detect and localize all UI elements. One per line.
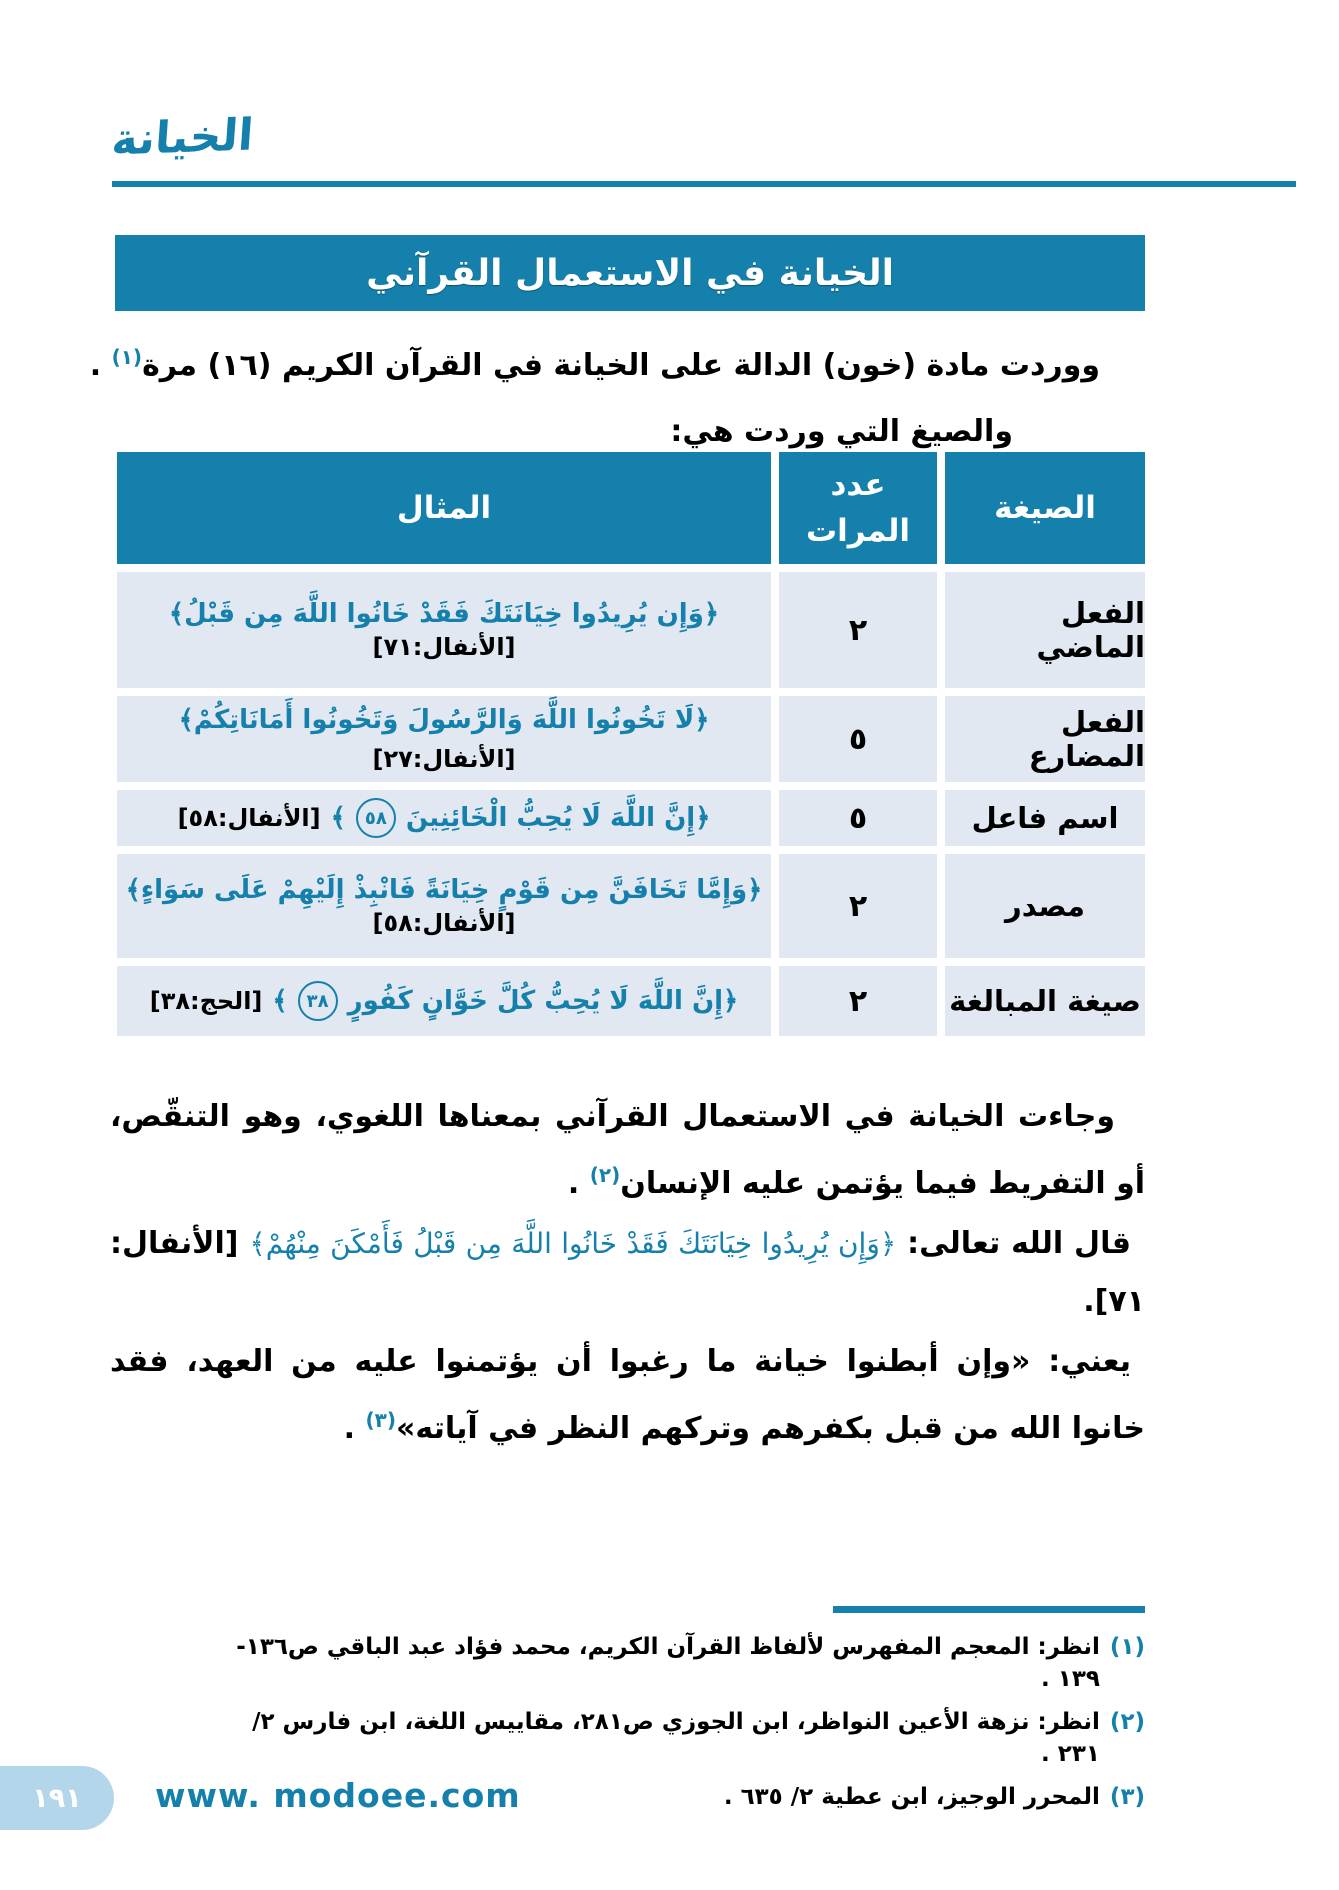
- verse-text: ﴿إِنَّ اللَّهَ لَا يُحِبُّ كُلَّ خَوَّانٍ كَفُورٍ: [347, 986, 739, 1016]
- body-text: [110, 1088, 1145, 1460]
- footnote-1-number: (١): [1109, 1634, 1145, 1660]
- table-row-count: ٢: [779, 854, 937, 958]
- table-header-form: الصيغة: [945, 452, 1145, 564]
- website-url: www. modoee.com: [155, 1776, 521, 1815]
- intro-line-1-end: .: [89, 348, 112, 383]
- table-row-form: صيغة المبالغة: [945, 966, 1145, 1036]
- table-row-form: اسم فاعل: [945, 790, 1145, 846]
- footnote-3-text: المحرر الوجيز، ابن عطية ٢/ ٦٣٥ .: [723, 1784, 1100, 1810]
- page-number-pill: [0, 1766, 114, 1830]
- table-row-example: [117, 854, 771, 958]
- inline-verse-text: ﴿وَإِن يُرِيدُوا خِيَانَتَكَ فَقَدْ خَانُوا اللَّهَ مِن قَبْلُ فَأَمْكَنَ مِنْهُمْ﴾: [249, 1227, 897, 1260]
- verse-reference: [الأنفال:٢٧]: [372, 745, 516, 773]
- intro-paragraph: [89, 332, 1145, 457]
- verse-text: ﴿وَإِن يُرِيدُوا خِيَانَتَكَ فَقَدْ خَانُوا اللَّهَ مِن قَبْلُ﴾: [168, 599, 720, 629]
- table-row-count: ٥: [779, 790, 937, 846]
- footnote-marker-2: (٢): [589, 1163, 621, 1187]
- footnote-2-text: انظر: نزهة الأعين النواظر، ابن الجوزي ص٢٨١، مقاييس اللغة، ابن فارس ٢/ ٢٣١ .: [252, 1709, 1100, 1767]
- table-row-example: [117, 696, 771, 782]
- footnote-marker-3: (٣): [365, 1408, 396, 1432]
- table-header-count: عدد المرات: [779, 452, 937, 564]
- footnote-2: [233, 1706, 1145, 1770]
- forms-table: [115, 452, 1145, 1036]
- body-paragraph-2: [110, 1215, 1145, 1331]
- running-head-title: الخيانة: [109, 109, 256, 166]
- table-row-form: الفعل الماضي: [945, 572, 1145, 688]
- body-paragraph-1: [110, 1088, 1145, 1213]
- verse-close-bracket: ﴾: [330, 803, 346, 833]
- table-row-count: ٥: [779, 696, 937, 782]
- verse-text: ﴿إِنَّ اللَّهَ لَا يُحِبُّ الْخَائِنِينَ: [405, 803, 711, 833]
- ayah-number-medallion: ٣٨: [298, 981, 338, 1021]
- table-header-example: المثال: [117, 452, 771, 564]
- table-row-count: ٢: [779, 572, 937, 688]
- body-paragraph-3-text: يعني: «وإن أبطنوا خيانة ما رغبوا أن يؤتمنوا عليه من العهد، فقد خانوا الله من قبل بكفرهم وتركهم النظر في آياته»: [110, 1344, 1145, 1446]
- ayah-number-medallion: ٥٨: [356, 798, 396, 838]
- table-row-example: [117, 572, 771, 688]
- body-paragraph-3-end: .: [343, 1411, 366, 1446]
- footnote-2-number: (٢): [1109, 1709, 1145, 1735]
- quote-lead-in: قال الله تعالى:: [896, 1226, 1131, 1261]
- body-paragraph-3: [110, 1333, 1145, 1458]
- inline-verse-reference: [الأنفال: ٧١].: [110, 1226, 1145, 1319]
- verse-close-bracket: ﴾: [272, 986, 288, 1016]
- table-row-form: الفعل المضارع: [945, 696, 1145, 782]
- footnote-marker-1: (١): [111, 345, 143, 369]
- intro-line-2: والصيغ التي وردت هي:: [670, 414, 1013, 449]
- body-paragraph-1-end: .: [567, 1166, 590, 1201]
- table-row-example: [117, 790, 771, 846]
- footnote-1-text: انظر: المعجم المفهرس لألفاظ القرآن الكريم، محمد فؤاد عبد الباقي ص١٣٦- ١٣٩ .: [236, 1634, 1100, 1692]
- verse-reference: [الأنفال:٥٨]: [177, 804, 321, 832]
- body-paragraph-1-text: وجاءت الخيانة في الاستعمال القرآني بمعناها اللغوي، وهو التنقّص، أو التفريط فيما يؤتمن عليه الإنسان: [110, 1099, 1145, 1201]
- header-rule: [112, 181, 1296, 187]
- table-row-form: مصدر: [945, 854, 1145, 958]
- table-row-example: [117, 966, 771, 1036]
- table-row-count: ٢: [779, 966, 937, 1036]
- footnote-1: [233, 1631, 1145, 1695]
- verse-reference: [الحج:٣٨]: [149, 987, 263, 1015]
- page-number: ١٩١: [32, 1782, 82, 1814]
- intro-line-1: [89, 332, 1145, 391]
- footnote-separator-rule: [833, 1606, 1145, 1613]
- verse-reference: [الأنفال:٥٨]: [372, 909, 516, 937]
- verse-text: ﴿لَا تَخُونُوا اللَّهَ وَالرَّسُولَ وَتَخُونُوا أَمَانَاتِكُمْ﴾: [178, 705, 710, 735]
- verse-reference: [الأنفال:٧١]: [372, 633, 516, 661]
- footnote-3-number: (٣): [1109, 1784, 1145, 1810]
- intro-line-1-text: ووردت مادة (خون) الدالة على الخيانة في القرآن الكريم (١٦) مرة: [142, 348, 1100, 383]
- section-banner: [115, 235, 1145, 311]
- section-banner-title: الخيانة في الاستعمال القرآني: [366, 252, 894, 294]
- verse-text: ﴿وَإِمَّا تَخَافَنَّ مِن قَوْمٍ خِيَانَةً فَانْبِذْ إِلَيْهِمْ عَلَى سَوَاءٍ﴾: [125, 875, 763, 905]
